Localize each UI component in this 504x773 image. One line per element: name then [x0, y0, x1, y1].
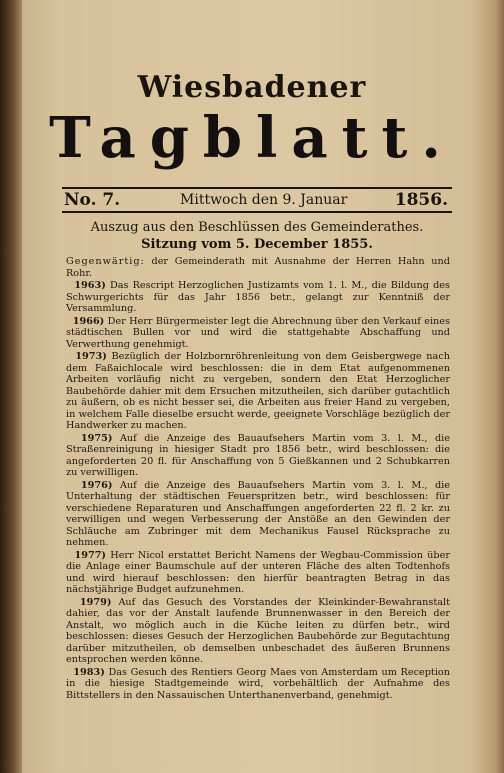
item-number: 1975): [80, 432, 113, 444]
item-number: 1973): [75, 351, 107, 362]
item-text: Das Gesuch des Rentiers Georg Maes von Amsterdam um Reception in die hiesige Stadtgemeinde wird, vorbehältlich der Aufnahme des Bittstellers in den Nassauischen Unterthanenverband, genehmigt.: [66, 666, 450, 701]
resolution-item: [66, 550, 450, 596]
item-number: 1966): [72, 315, 105, 327]
present-text: der Gemeinderath mit Ausnahme der Herren Hahn und Rohr.: [66, 256, 450, 279]
article-session: Sitzung vom 5. December 1855.: [141, 237, 373, 252]
resolution-item: [66, 280, 450, 315]
masthead-city: Wiesbadener: [137, 70, 367, 105]
resolution-item: [66, 433, 450, 479]
resolution-item: [66, 480, 450, 549]
item-text: Der Herr Bürgermeister legt die Abrechnung über den Verkauf eines städtischen Bullen vor und wird die stattgehabte Abschaffung und Verwerthung genehmigt.: [66, 315, 450, 350]
item-number: 1963): [74, 280, 106, 291]
item-number: 1977): [74, 549, 107, 561]
item-text: Auf die Anzeige des Bauaufsehers Martin vom 3. l. M., die Unterhaltung der städtischen Feuerspritzen betr., wird beschlossen: für verschiedene Reparaturen und Anschaffungen angeforderten 22 fl. 2 kr. zu verwilligen und wegen Verbesserung der Anstöße an den Gewinden der Schläuche am Zubringer mit dem Mechanikus Fausel Rücksprache zu nehmen.: [66, 479, 450, 548]
article-headline: Auszug aus den Beschlüssen des Gemeinderathes.: [90, 220, 424, 235]
item-text: Das Rescript Herzoglichen Justizamts vom 1. l. M., die Bildung des Schwurgerichts für das Jahr 1856 betr., gelangt zur Kenntniß der Versammlung.: [66, 280, 450, 314]
resolution-item: [66, 667, 450, 702]
issue-date: Mittwoch den 9. Januar: [180, 192, 348, 208]
masthead-title: Tagblatt.: [49, 105, 455, 171]
item-number: 1979): [79, 596, 112, 608]
item-text: Auf das Gesuch des Vorstandes der Kleinkinder-Bewahranstalt dahier, das vor der Anstalt laufende Brunnenwasser in den Bereich der Anstalt, wo möglich auch in die Küche leiten zu dürfen betr., wird beschlossen: dieses Gesuch der Herzoglichen Baubehörde zur Begutachtung darüber mitzutheilen, ob demselben unbeschadet des äußeren Brunnens entsprochen werden könne.: [66, 596, 450, 665]
resolution-item: [66, 351, 450, 432]
item-number: 1983): [73, 666, 105, 678]
present-label: Gegenwärtig:: [66, 256, 145, 267]
item-number: 1976): [80, 479, 113, 491]
issue-year: 1856.: [394, 190, 448, 210]
issue-info-bar: [62, 187, 452, 213]
item-text: Herr Nicol erstattet Bericht Namens der Wegbau-Commission über die Anlage einer Baumschule auf der unteren Fläche des alten Todtenhofs und wird hierauf beschlossen: den hierfür beantragten Betrag in das nächstjährige Budget aufzunehmen.: [66, 549, 450, 595]
present-paragraph: [66, 256, 450, 279]
resolution-item: [66, 316, 450, 351]
resolution-item: [66, 597, 450, 666]
item-text: Auf die Anzeige des Bauaufsehers Martin vom 3. l. M., die Straßenreinigung in hiesiger Stadt pro 1856 betr., wird beschlossen: die angeforderten 20 fl. für Anschaffung von 5 Gießkannen und 2 Schubkarren zu verwilligen.: [66, 432, 450, 478]
article-body: [66, 256, 450, 702]
issue-number: No. 7.: [64, 190, 121, 210]
item-text: Bezüglich der Holzbornröhrenleitung von dem Geisbergwege nach dem Faßaichlocale wird beschlossen: die in dem Etat aufgenommenen Arbeiten vorläufig nicht zu vergeben, sondern den Etat Herzoglicher Baubehörde dahier mit dem Ersuchen mitzutheilen, sich darüber gutachtlich zu äußern, ob es nicht besser sei, die Arbeiten aus freier Hand zu vergeben, in welchem Falle dieselbe ersucht werde, geeignete Vorschläge bezüglich der Handwerker zu machen.: [66, 351, 450, 431]
